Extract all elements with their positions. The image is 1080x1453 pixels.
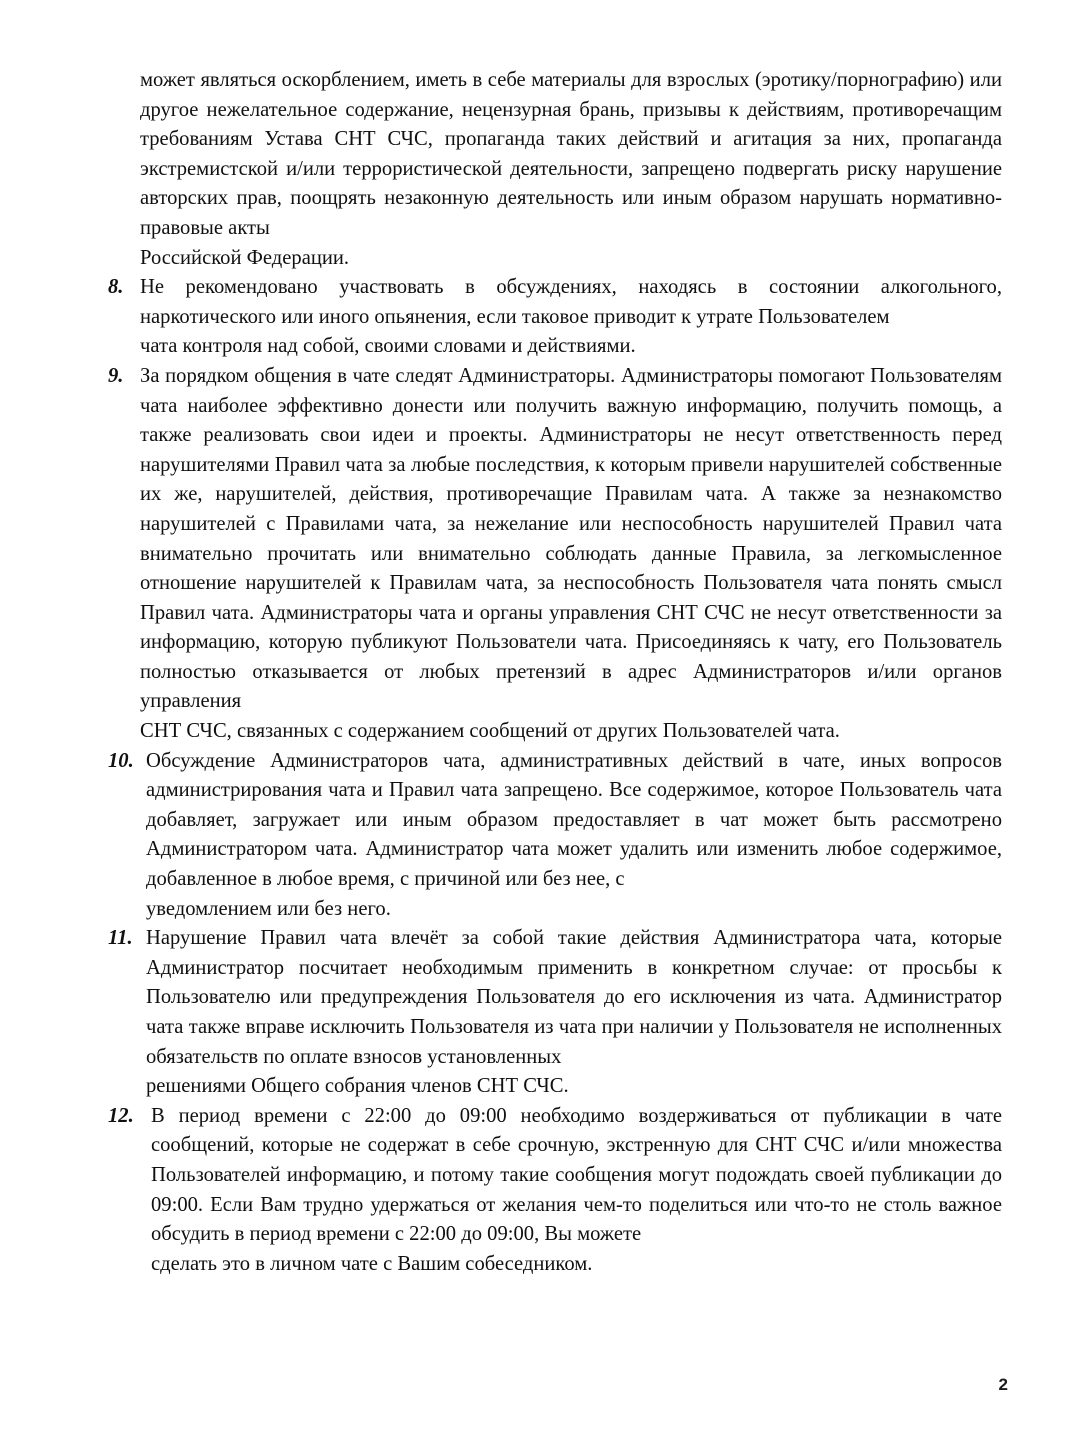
list-item-last-line: чата контроля над собой, своими словами и действиями. xyxy=(140,335,636,358)
list-item-body: Обсуждение Администраторов чата, административных действий в чате, иных вопросов администрирования чата и Правил чата запрещено. Все содержимое, которое Пользователь чата добавляет, загружает или иным образом предоставляет в чат может быть рассмотрено Администратором чата. Администратор чата может удалить или изменить любое содержимое, добавленное в любое время, с причиной или без нее, с xyxy=(146,749,1002,891)
list-item xyxy=(108,747,1002,925)
document-body xyxy=(108,66,1002,1279)
list-item-text xyxy=(146,924,1002,1102)
list-item-marker: 12. xyxy=(108,1104,134,1127)
list-item-body: Нарушение Правил чата влечёт за собой такие действия Администратора чата, которые Администратор посчитает необходимым применить в конкретном случае: от просьбы к Пользователю или предупреждения Пользователя до его исключения из чата. Администратор чата также вправе исключить Пользователя из чата при наличии у Пользователя не исполненных обязательств по оплате взносов установленных xyxy=(146,927,1002,1068)
list-item-text xyxy=(146,747,1002,925)
continuation-paragraph-body: может являться оскорблением, иметь в себе материалы для взрослых (эротику/порнографию) или другое нежелательное содержание, нецензурная брань, призывы к действиям, противоречащим требованиям Устава СНТ СЧС, пропаганда таких действий и агитация за них, пропаганда экстремистской и/или террористической деятельности, запрещено подвергать риску нарушение авторских прав, поощрять незаконную деятельность или иным образом нарушать нормативно-правовые акты xyxy=(140,69,1002,239)
list-item-last-line: сделать это в личном чате с Вашим собеседником. xyxy=(151,1252,593,1275)
list-item xyxy=(108,273,1002,362)
list-item-last-line: СНТ СЧС, связанных с содержанием сообщений от других Пользователей чата. xyxy=(140,720,840,743)
list-item-body: Не рекомендовано участвовать в обсуждениях, находясь в состоянии алкогольного, наркотического или иного опьянения, если таковое приводит к утрате Пользователем xyxy=(140,276,1002,328)
continuation-paragraph-last-line: Российской Федерации. xyxy=(140,246,350,269)
list-item xyxy=(108,362,1002,747)
list-item-body: В период времени с 22:00 до 09:00 необходимо воздерживаться от публикации в чате сообщений, которые не содержат в себе срочную, экстренную для СНТ СЧС и/или множества Пользователей информацию, и потому такие сообщения могут подождать своей публикации до 09:00. Если Вам трудно удержаться от желания чем-то поделиться или что-то не столь важное обсудить в период времени с 22:00 до 09:00, Вы можете xyxy=(151,1104,1002,1246)
list-item-marker: 9. xyxy=(108,364,124,387)
list-item xyxy=(108,924,1002,1102)
list-item-text xyxy=(140,362,1002,747)
list-item-body: За порядком общения в чате следят Администраторы. Администраторы помогают Пользователям чата наиболее эффективно донести или получить важную информацию, получить помощь, а также реализовать свои идеи и проекты. Администраторы не несут ответственность перед нарушителями Правил чата за любые последствия, к которым привели нарушителей собственные их же, нарушителей, действия, противоречащие Правилам чата. А также за незнакомство нарушителей с Правилами чата, за нежелание или неспособность нарушителей Правил чата внимательно прочитать или внимательно соблюдать данные Правила, за легкомысленное отношение нарушителей к Правилам чата, за неспособность Пользователя чата понять смысл Правил чата. Администраторы чата и органы управления СНТ СЧС не несут ответственности за информацию, которую публикуют Пользователи чата. Присоединяясь к чату, его Пользователь полностью отказывается от любых претензий в адрес Администраторов и/или органов управления xyxy=(140,364,1002,713)
list-item-marker: 10. xyxy=(108,749,134,772)
list-item-last-line: уведомлением или без него. xyxy=(146,897,391,920)
rules-list xyxy=(108,273,1002,1279)
list-item-marker: 8. xyxy=(108,276,124,299)
list-item xyxy=(108,1102,1002,1280)
list-item-text xyxy=(140,273,1002,362)
list-item-text xyxy=(151,1102,1002,1280)
list-item-last-line: решениями Общего собрания членов СНТ СЧС. xyxy=(146,1075,569,1098)
continuation-paragraph xyxy=(108,66,1002,273)
list-item-marker: 11. xyxy=(108,927,133,950)
page-number: 2 xyxy=(998,1375,1008,1394)
